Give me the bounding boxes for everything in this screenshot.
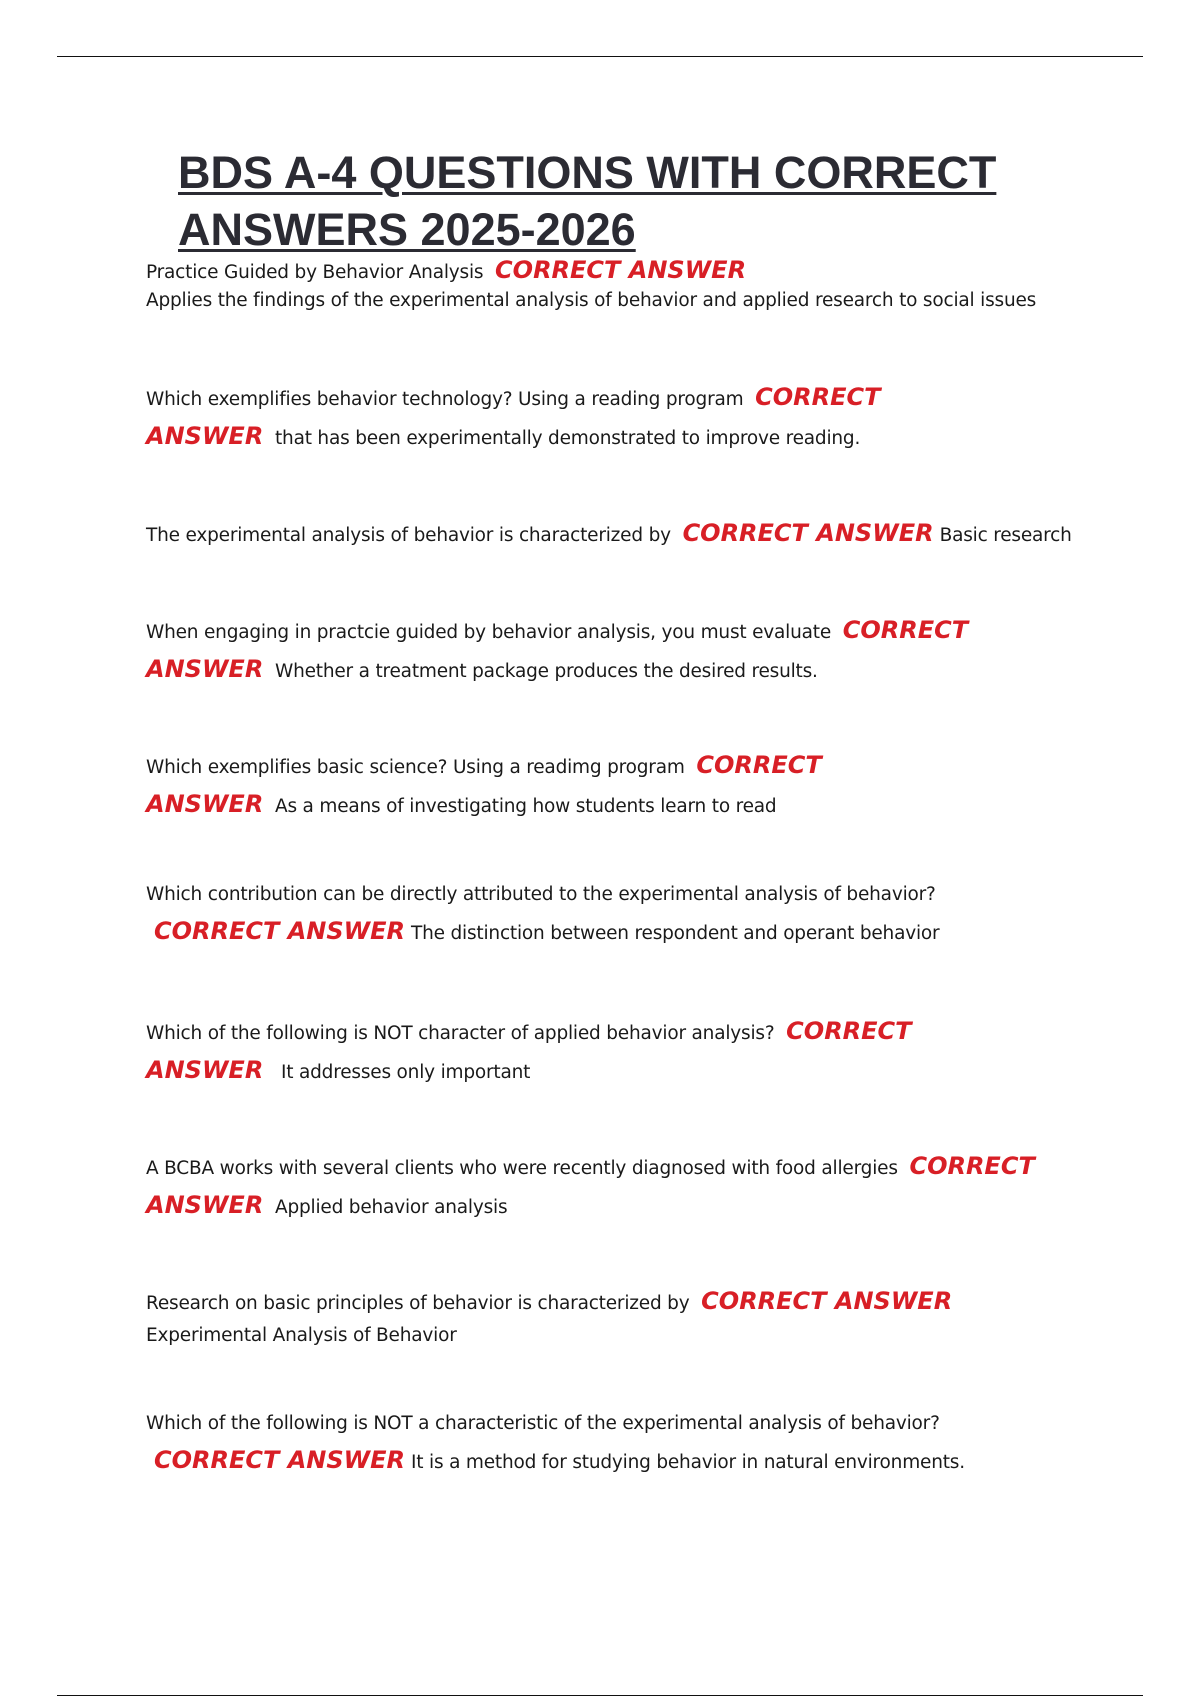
correct-answer-label-part2: ANSWER: [146, 422, 264, 450]
qa-item-9: [146, 1283, 1066, 1350]
correct-answer-label-part2: ANSWER: [146, 655, 264, 683]
correct-answer-label: CORRECT ANSWER: [154, 917, 406, 945]
qa-item-3: [146, 515, 1072, 554]
correct-answer-label-part1: CORRECT: [786, 1017, 912, 1045]
question-text: Which exemplifies basic science? Using a readimg program: [146, 757, 685, 778]
title-line-1: BDS A-4 QUESTIONS WITH CORRECT: [178, 147, 997, 198]
qa-item-4: [146, 612, 1066, 690]
bottom-rule: [57, 1695, 1143, 1696]
answer-text: It is a method for studying behavior in natural environments.: [411, 1452, 965, 1473]
answer-text: Whether a treatment package produces the desired results.: [274, 661, 818, 682]
correct-answer-label: CORRECT ANSWER: [682, 519, 934, 547]
question-text: When engaging in practcie guided by behavior analysis, you must evaluate: [146, 622, 832, 643]
question-text: Which of the following is NOT character of applied behavior analysis?: [146, 1023, 775, 1044]
qa-item-1: [146, 253, 1066, 315]
correct-answer-label-part2: ANSWER: [146, 1056, 264, 1084]
question-text: Research on basic principles of behavior is characterized by: [146, 1293, 690, 1314]
answer-text: It addresses only important: [280, 1062, 531, 1083]
question-text: Which of the following is NOT a characteristic of the experimental analysis of behavior?: [146, 1413, 940, 1434]
answer-text: Applied behavior analysis: [274, 1197, 508, 1218]
qa-item-2: [146, 379, 1066, 457]
question-text: Which contribution can be directly attributed to the experimental analysis of behavior?: [146, 884, 936, 905]
correct-answer-label-part2: ANSWER: [146, 790, 264, 818]
correct-answer-label-part1: CORRECT: [755, 383, 881, 411]
correct-answer-label-part1: CORRECT: [696, 751, 822, 779]
title-line-2: ANSWERS 2025-2026: [178, 204, 636, 255]
question-text: Which exemplifies behavior technology? Using a reading program: [146, 389, 744, 410]
correct-answer-label: CORRECT ANSWER: [495, 256, 747, 284]
document-title: [178, 144, 1078, 258]
answer-text: that has been experimentally demonstrated to improve reading.: [274, 428, 861, 449]
top-rule: [57, 56, 1143, 57]
qa-item-10: [146, 1406, 1066, 1481]
question-text: The experimental analysis of behavior is characterized by: [146, 525, 671, 546]
correct-answer-label: CORRECT ANSWER: [154, 1446, 406, 1474]
answer-text: Basic research: [939, 525, 1072, 546]
correct-answer-label-part1: CORRECT: [909, 1152, 1035, 1180]
answer-text: As a means of investigating how students learn to read: [274, 796, 777, 817]
answer-text: Experimental Analysis of Behavior: [146, 1325, 457, 1346]
qa-item-7: [146, 1013, 1066, 1091]
answer-text: The distinction between respondent and operant behavior: [411, 923, 940, 944]
qa-item-8: [146, 1148, 1066, 1226]
correct-answer-label-part1: CORRECT: [842, 616, 969, 644]
qa-item-6: [146, 877, 1066, 952]
question-text: A BCBA works with several clients who were recently diagnosed with food allergies: [146, 1158, 898, 1179]
correct-answer-label: CORRECT ANSWER: [701, 1287, 953, 1315]
qa-item-5: [146, 747, 1066, 825]
correct-answer-label-part2: ANSWER: [146, 1191, 264, 1219]
question-text: Practice Guided by Behavior Analysis: [146, 262, 484, 283]
answer-text: Applies the findings of the experimental analysis of behavior and applied research to social issues: [146, 290, 1037, 311]
